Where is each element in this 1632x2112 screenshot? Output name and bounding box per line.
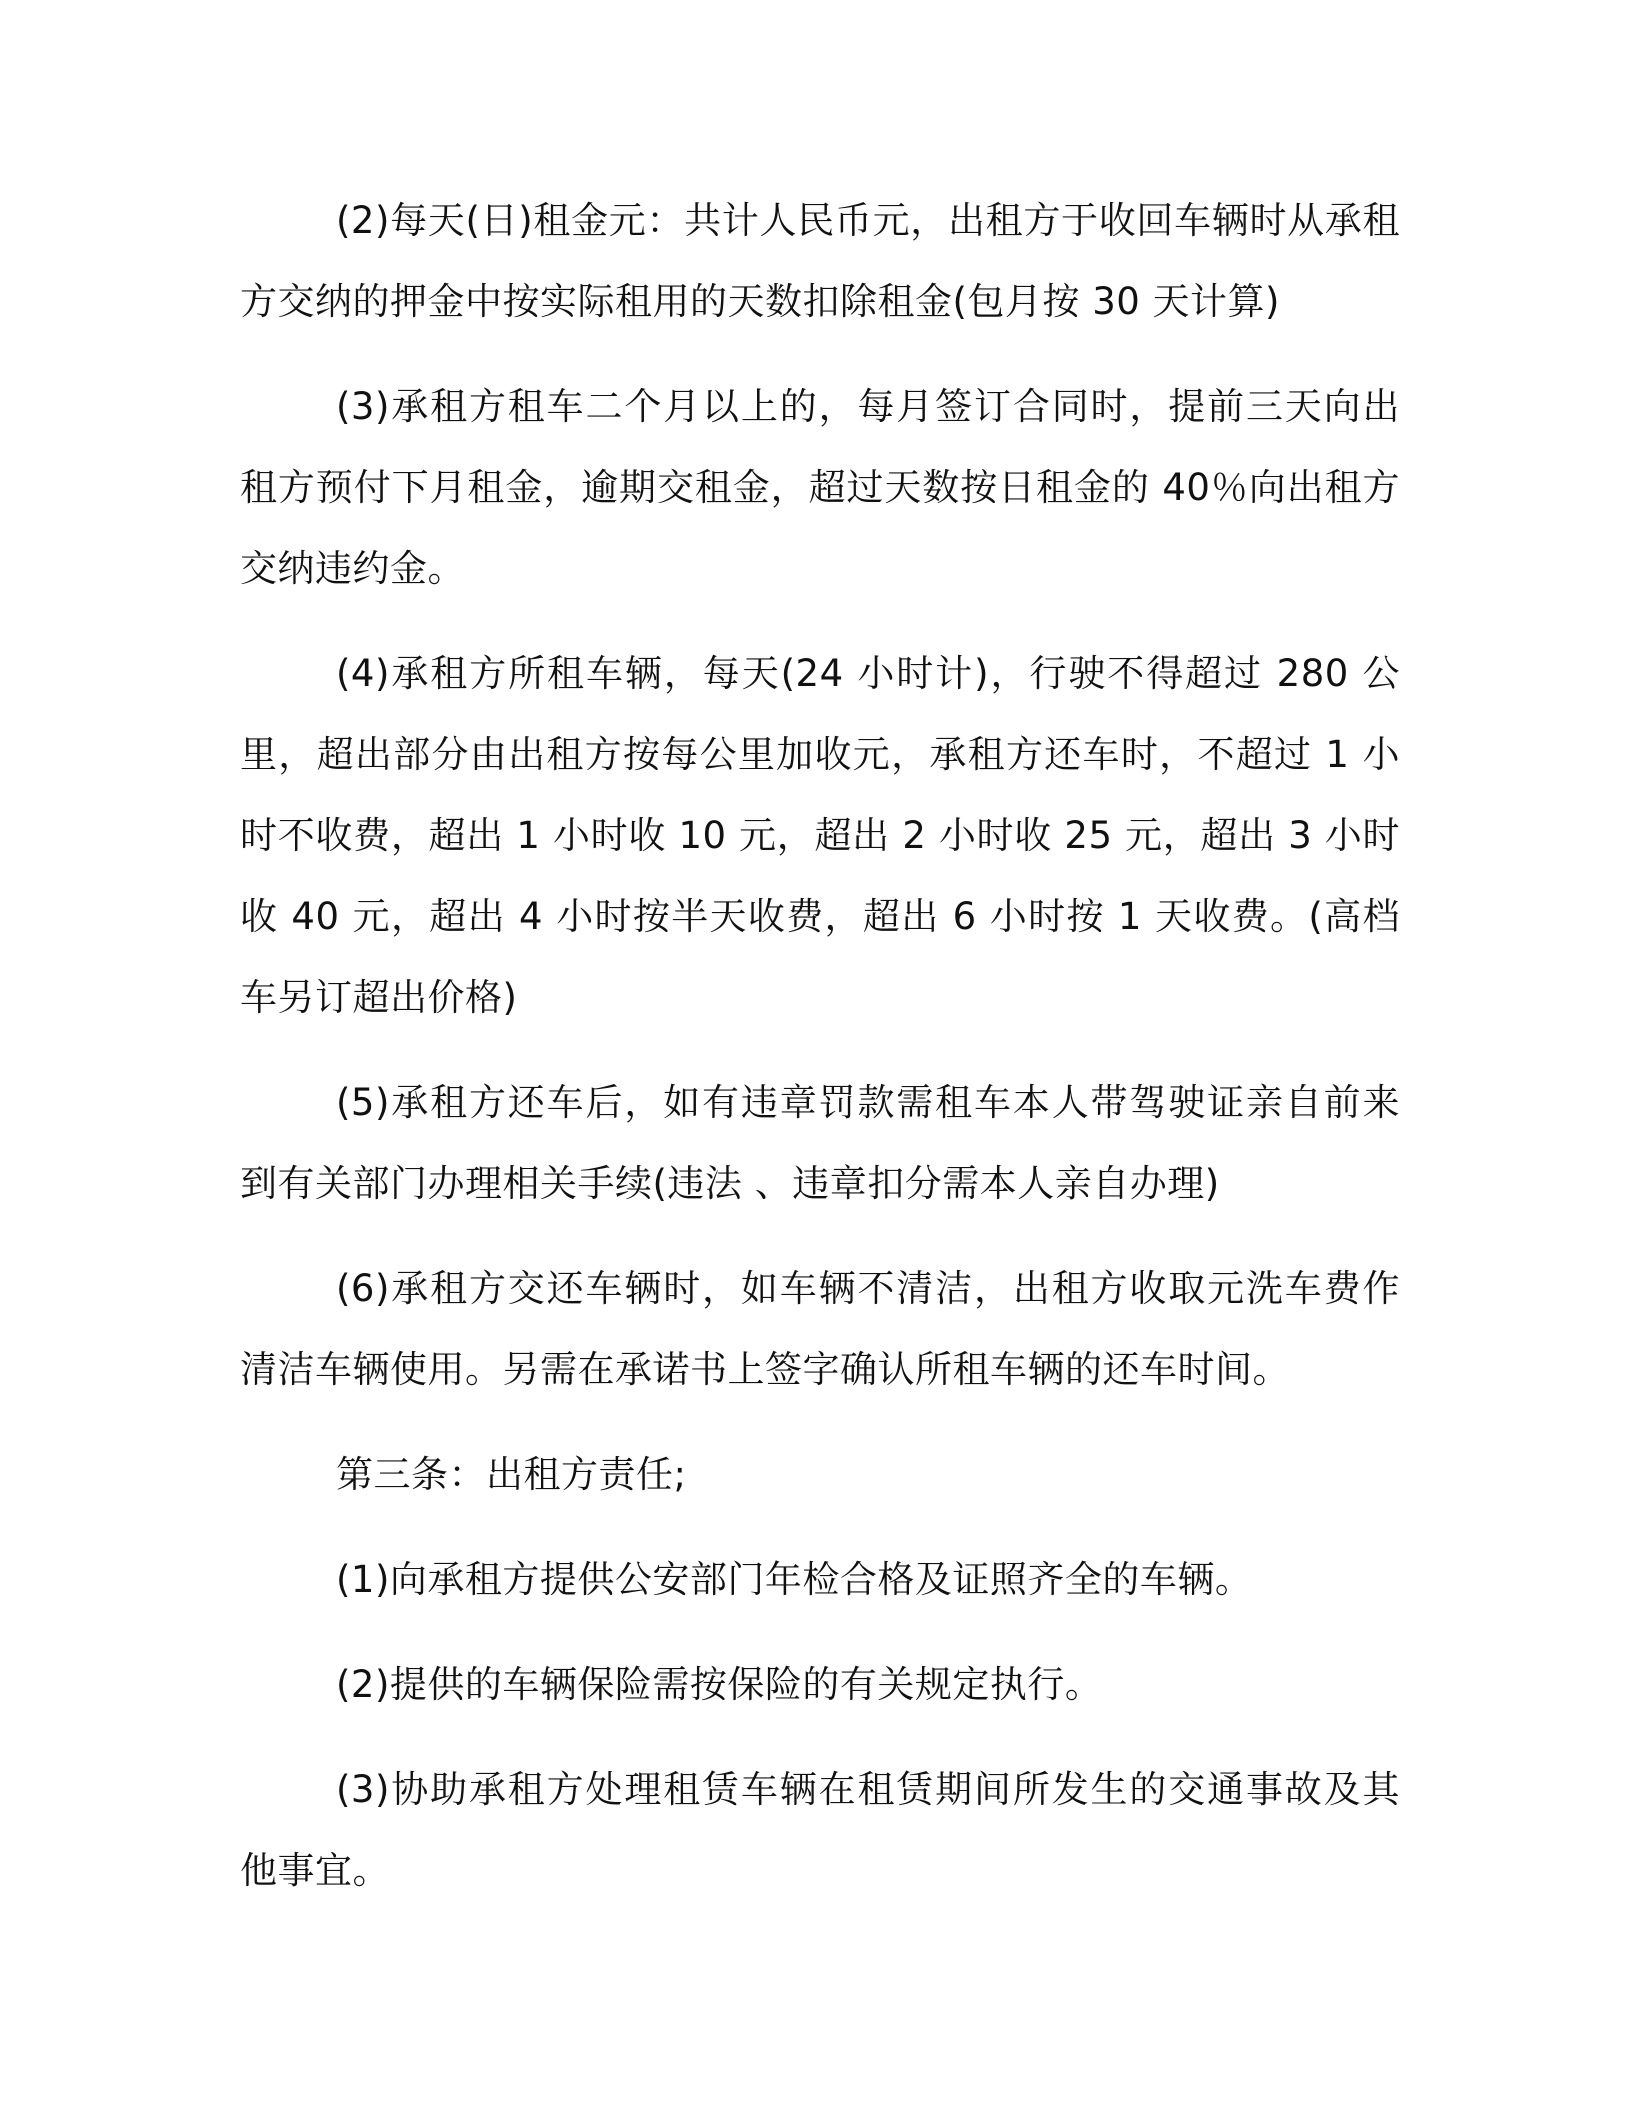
- paragraph-duty-1: (1)向承租方提供公安部门年检合格及证照齐全的车辆。: [336, 1558, 1253, 1601]
- section-heading-lessor-duties: 第三条：出租方责任;: [336, 1453, 687, 1496]
- paragraph-clause-4-mileage-overtime: (4)承租方所租车辆，每天(24 小时计)，行驶不得超过 280 公里，超出部分由出租方按每公里加收元，承租方还车时，不超过 1 小时不收费，超出 1 小时收 10 元，超出 2 小时收 25 元，超出 3 小时收 40 元，超出 4 小时按半天收费，超出 6 小时按 1 天收费。(高档车另订超出价格): [240, 652, 1400, 1019]
- paragraph-duty-2: (2)提供的车辆保险需按保险的有关规定执行。: [336, 1663, 1103, 1706]
- paragraph-clause-5-violations: (5)承租方还车后，如有违章罚款需租车本人带驾驶证亲自前来到有关部门办理相关手续(违法 、违章扣分需本人亲自办理): [240, 1081, 1400, 1205]
- paragraph-duty-3: (3)协助承租方处理租赁车辆在租赁期间所发生的交通事故及其他事宜。: [240, 1768, 1400, 1892]
- paragraph-clause-3-monthly-rent: (3)承租方租车二个月以上的，每月签订合同时，提前三天向出租方预付下月租金，逾期交租金，超过天数按日租金的 40％向出租方交纳违约金。: [240, 385, 1400, 590]
- paragraph-clause-2-daily-rent: (2)每天(日)租金元：共计人民币元，出租方于收回车辆时从承租方交纳的押金中按实际租用的天数扣除租金(包月按 30 天计算): [240, 199, 1400, 323]
- paragraph-clause-6-cleaning: (6)承租方交还车辆时，如车辆不清洁，出租方收取元洗车费作清洁车辆使用。另需在承诺书上签字确认所租车辆的还车时间。: [240, 1267, 1400, 1391]
- document-body: [240, 180, 1400, 1935]
